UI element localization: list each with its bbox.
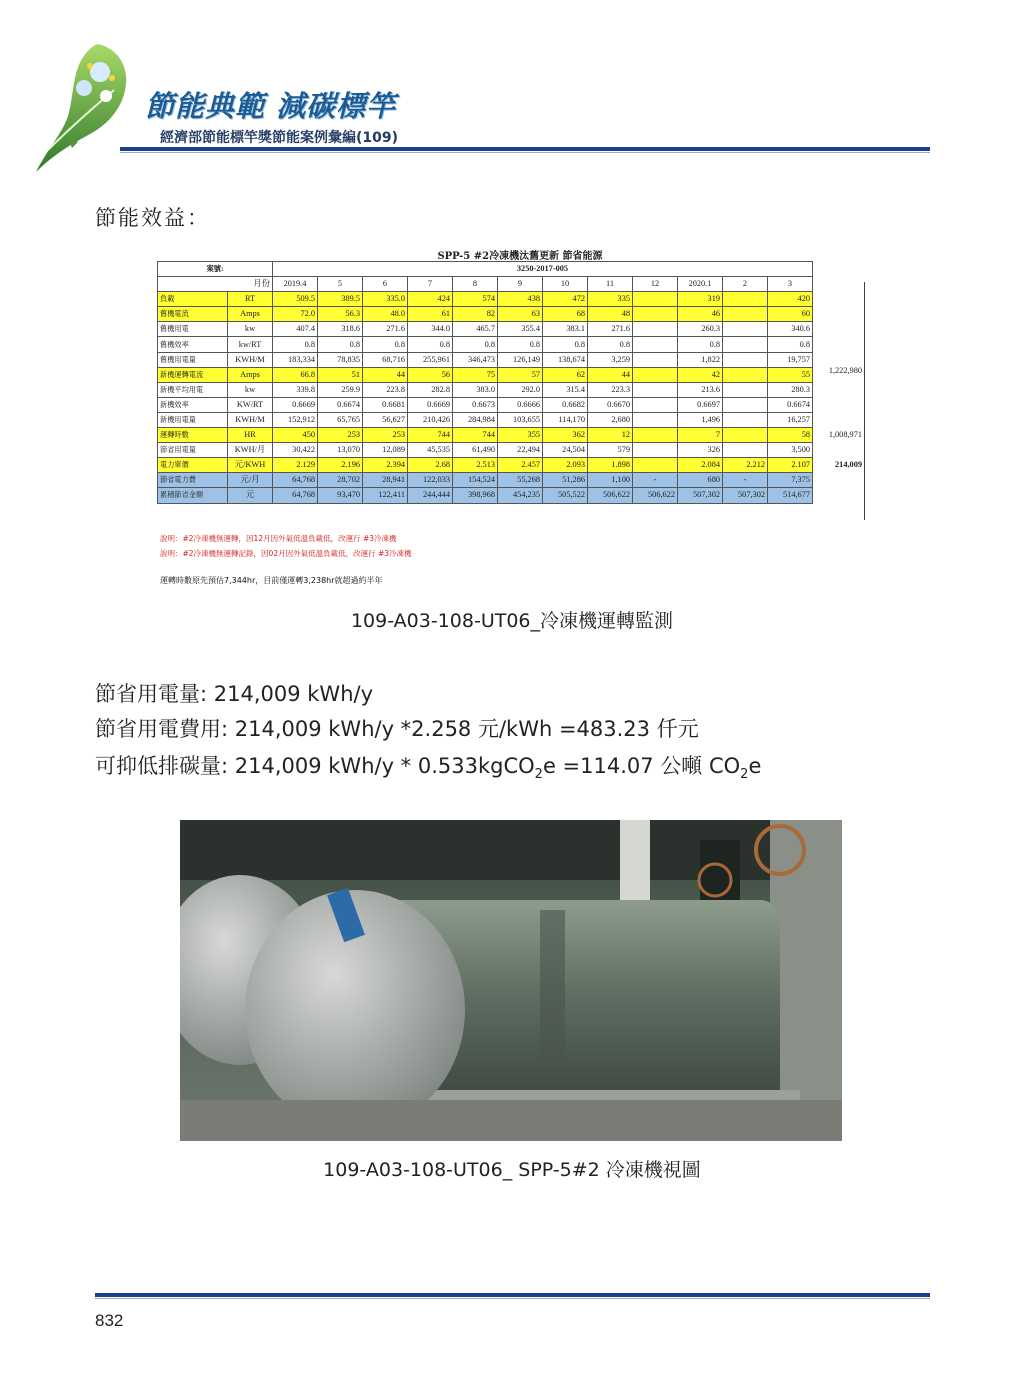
table-cell: 22,494 — [498, 443, 543, 458]
row-label: 舊機效率 — [158, 337, 228, 352]
row-label: 新機平均用電 — [158, 382, 228, 397]
table-cell: 55,268 — [498, 473, 543, 488]
table-cell — [633, 292, 678, 307]
row-unit: KW/RT — [228, 397, 273, 412]
table-cell: 744 — [408, 428, 453, 443]
table-cell: 319 — [678, 292, 723, 307]
row-unit: Amps — [228, 307, 273, 322]
table-cell: 326 — [678, 443, 723, 458]
table-cell: 0.6673 — [453, 397, 498, 412]
row-label: 負載 — [158, 292, 228, 307]
table-cell: 2.457 — [498, 458, 543, 473]
table-cell: 284,984 — [453, 412, 498, 427]
table-cell: 0.8 — [318, 337, 363, 352]
table-cell: 505,522 — [543, 488, 588, 503]
savings-line: 節省用電費用: 214,009 kWh/y *2.258 元/kWh =483.23 仟元 — [95, 717, 699, 741]
table-cell: 465.7 — [453, 322, 498, 337]
row-unit: RT — [228, 292, 273, 307]
table-cell: 2.212 — [723, 458, 768, 473]
month-header: 11 — [588, 277, 633, 292]
table-cell: 51 — [318, 367, 363, 382]
header-rule — [120, 147, 930, 151]
row-label: 新機用電量 — [158, 412, 228, 427]
table-cell: 51,286 — [543, 473, 588, 488]
table-row — [158, 428, 813, 443]
table-cell: 7 — [678, 428, 723, 443]
table-cell: 12 — [588, 428, 633, 443]
table-row — [158, 458, 813, 473]
table-cell: 0.6666 — [498, 397, 543, 412]
table-cell: 271.6 — [363, 322, 408, 337]
header-rule-thin — [120, 152, 930, 153]
table-cell: 13,070 — [318, 443, 363, 458]
table-cell: 280.3 — [768, 382, 813, 397]
table-cell: 3,259 — [588, 352, 633, 367]
table-cell: 407.4 — [273, 322, 318, 337]
subscript: 2 — [534, 767, 543, 783]
month-header: 8 — [453, 277, 498, 292]
table-cell: 61 — [408, 307, 453, 322]
table-row — [158, 382, 813, 397]
table-cell: 260.3 — [678, 322, 723, 337]
table-cell: 514,677 — [768, 488, 813, 503]
table-cell: 420 — [768, 292, 813, 307]
table-cell: 223.8 — [363, 382, 408, 397]
table-cell: - — [633, 473, 678, 488]
table-cell: 1,496 — [678, 412, 723, 427]
table-cell: 56.3 — [318, 307, 363, 322]
table-cell: 335 — [588, 292, 633, 307]
table-row — [158, 352, 813, 367]
section-heading: 節能效益： — [95, 206, 210, 230]
table-cell: 152,912 — [273, 412, 318, 427]
table-cell: 58 — [768, 428, 813, 443]
month-header: 10 — [543, 277, 588, 292]
table-cell: 744 — [453, 428, 498, 443]
table-cell: 122,033 — [408, 473, 453, 488]
table-cell — [723, 397, 768, 412]
carbon-text: 可抑低排碳量: 214,009 kWh/y * 0.533kgCO — [95, 754, 535, 778]
table-cell: 0.8 — [543, 337, 588, 352]
table-cell: 126,149 — [498, 352, 543, 367]
table-cell — [723, 292, 768, 307]
table-cell: 210,426 — [408, 412, 453, 427]
table-cell: 46 — [678, 307, 723, 322]
carbon-text: e =114.07 公噸 CO — [542, 754, 741, 778]
row-unit: Amps — [228, 367, 273, 382]
month-header: 3 — [768, 277, 813, 292]
table-row — [158, 412, 813, 427]
savings-line: 節省用電量: 214,009 kWh/y — [95, 682, 374, 706]
table-row — [158, 473, 813, 488]
table-cell: 398,968 — [453, 488, 498, 503]
table-cell: 292.0 — [498, 382, 543, 397]
table-cell: 1.898 — [588, 458, 633, 473]
table-cell — [723, 412, 768, 427]
table-cell: 24,504 — [543, 443, 588, 458]
table-cell: 355.4 — [498, 322, 543, 337]
table-cell — [633, 352, 678, 367]
table-cell: 44 — [588, 367, 633, 382]
table-cell: 213.6 — [678, 382, 723, 397]
row-label: 舊機用電 — [158, 322, 228, 337]
table-cell: 424 — [408, 292, 453, 307]
table-cell: 2,680 — [588, 412, 633, 427]
row-unit: kw — [228, 322, 273, 337]
table-row — [158, 367, 813, 382]
month-header: 6 — [363, 277, 408, 292]
table-cell: 62 — [543, 367, 588, 382]
table-cell: 244,444 — [408, 488, 453, 503]
table-cell: 2.394 — [363, 458, 408, 473]
table-cell: 315.4 — [543, 382, 588, 397]
row-label: 節省電力費 — [158, 473, 228, 488]
table-cell: 335.0 — [363, 292, 408, 307]
table-cell: 362 — [543, 428, 588, 443]
table-cell: 506,622 — [633, 488, 678, 503]
table-row — [158, 443, 813, 458]
table-cell: 65,765 — [318, 412, 363, 427]
table-cell: 0.6681 — [363, 397, 408, 412]
table-cell — [633, 337, 678, 352]
table-cell — [633, 428, 678, 443]
table-cell: 30,422 — [273, 443, 318, 458]
table-cell — [723, 443, 768, 458]
month-header: 5 — [318, 277, 363, 292]
row-unit: 元 — [228, 488, 273, 503]
table-header-row — [158, 277, 813, 292]
table-cell — [633, 367, 678, 382]
header-title: 節能典範 減碳標竿 — [145, 89, 397, 123]
table-cell: 340.6 — [768, 322, 813, 337]
side-divider — [864, 282, 865, 520]
table-cell: 259.9 — [318, 382, 363, 397]
table-cell: 60 — [768, 307, 813, 322]
table-row — [158, 292, 813, 307]
table-cell — [723, 352, 768, 367]
table-cell: 154,524 — [453, 473, 498, 488]
table-cell — [633, 397, 678, 412]
table-note: 說明：#2冷凍機無運轉記錄，因02月因外氣低溫負載低，改運行 #3冷凍機 — [160, 549, 412, 558]
table-cell: 579 — [588, 443, 633, 458]
row-unit: 元/月 — [228, 473, 273, 488]
table-cell: 42 — [678, 367, 723, 382]
row-label: 節省用電量 — [158, 443, 228, 458]
table-cell: 0.8 — [588, 337, 633, 352]
month-header: 2020.1 — [678, 277, 723, 292]
month-header: 9 — [498, 277, 543, 292]
table-cell: 7,375 — [768, 473, 813, 488]
sheet-title: SPP-5 #2冷凍機汰舊更新 節省能源 — [437, 251, 603, 262]
table-cell: 114,170 — [543, 412, 588, 427]
table-cell: 44 — [363, 367, 408, 382]
table-cell: 103,655 — [498, 412, 543, 427]
table-cell: 454,235 — [498, 488, 543, 503]
chiller-photo — [180, 820, 842, 1141]
table-cell: 383.1 — [543, 322, 588, 337]
table-cell: 255,961 — [408, 352, 453, 367]
table-cell: 680 — [678, 473, 723, 488]
table-cell: 506,622 — [588, 488, 633, 503]
table-cell — [723, 428, 768, 443]
side-total: 214,009 — [835, 460, 862, 469]
subscript: 2 — [740, 767, 749, 783]
table-cell: 48.0 — [363, 307, 408, 322]
table-cell: 45,535 — [408, 443, 453, 458]
row-label: 舊機用電量 — [158, 352, 228, 367]
row-unit: 元/KWH — [228, 458, 273, 473]
table-cell: 19,757 — [768, 352, 813, 367]
table-cell: 48 — [588, 307, 633, 322]
table-cell: 0.8 — [498, 337, 543, 352]
table-cell: 271.6 — [588, 322, 633, 337]
table-cell: 0.6697 — [678, 397, 723, 412]
row-unit: KWH/M — [228, 412, 273, 427]
row-unit: KWH/月 — [228, 443, 273, 458]
table-cell: 0.6682 — [543, 397, 588, 412]
table-cell: 122,411 — [363, 488, 408, 503]
table-cell: 68 — [543, 307, 588, 322]
table-cell — [633, 458, 678, 473]
id-value: 3250-2017-005 — [273, 262, 813, 277]
month-header: 2019.4 — [273, 277, 318, 292]
table-cell: 12,089 — [363, 443, 408, 458]
table-note: 運轉時數原先預估7,344hr，目前僅運轉3,238hr就超過約半年 — [160, 576, 383, 585]
row-label: 新機運轉電流 — [158, 367, 228, 382]
table-cell: 2.513 — [453, 458, 498, 473]
table-cell: 56 — [408, 367, 453, 382]
month-header: 2 — [723, 277, 768, 292]
table-cell: 355 — [498, 428, 543, 443]
table-cell: 509.5 — [273, 292, 318, 307]
table-cell: 75 — [453, 367, 498, 382]
table-cell: 2.084 — [678, 458, 723, 473]
row-label: 累積節省金額 — [158, 488, 228, 503]
row-unit: kw/RT — [228, 337, 273, 352]
footer-rule-thin — [95, 1298, 930, 1299]
table-cell: 282.8 — [408, 382, 453, 397]
table-row — [158, 307, 813, 322]
table-cell — [723, 367, 768, 382]
id-label: 案號: — [158, 262, 273, 277]
table-cell — [633, 412, 678, 427]
row-label: 運轉時數 — [158, 428, 228, 443]
table-cell: 0.6669 — [408, 397, 453, 412]
figure-caption: 109-A03-108-UT06_ SPP-5#2 冷凍機視圖 — [323, 1159, 701, 1181]
table-cell: 253 — [363, 428, 408, 443]
table-cell: 389.5 — [318, 292, 363, 307]
table-cell: 2.107 — [768, 458, 813, 473]
month-label: 月份 — [158, 277, 273, 292]
savings-table — [157, 261, 813, 504]
table-cell — [723, 382, 768, 397]
table-cell — [723, 307, 768, 322]
table-cell: 55 — [768, 367, 813, 382]
header-subtitle: 經濟部節能標竿獎節能案例彙編(109) — [160, 130, 399, 146]
table-cell: 16,257 — [768, 412, 813, 427]
table-cell: 0.8 — [408, 337, 453, 352]
table-cell: 318.6 — [318, 322, 363, 337]
month-header: 7 — [408, 277, 453, 292]
table-cell: 223.3 — [588, 382, 633, 397]
row-unit: HR — [228, 428, 273, 443]
row-label: 舊機電流 — [158, 307, 228, 322]
table-cell — [633, 382, 678, 397]
table-cell: 507,302 — [723, 488, 768, 503]
table-cell: 82 — [453, 307, 498, 322]
table-row — [158, 488, 813, 503]
table-cell: 64,768 — [273, 488, 318, 503]
table-cell: 28,702 — [318, 473, 363, 488]
table-cell — [633, 322, 678, 337]
table-cell: 0.6674 — [768, 397, 813, 412]
table-cell: 2.68 — [408, 458, 453, 473]
table-cell: - — [723, 473, 768, 488]
carbon-text: e — [748, 754, 762, 778]
table-cell: 0.8 — [363, 337, 408, 352]
table-cell: 574 — [453, 292, 498, 307]
table-cell: 57 — [498, 367, 543, 382]
table-id-row — [158, 262, 813, 277]
table-cell: 28,941 — [363, 473, 408, 488]
table-cell: 183,334 — [273, 352, 318, 367]
table-cell — [633, 443, 678, 458]
table-cell: 61,490 — [453, 443, 498, 458]
table-cell: 0.8 — [678, 337, 723, 352]
table-cell: 0.6670 — [588, 397, 633, 412]
table-cell — [633, 307, 678, 322]
table-cell: 472 — [543, 292, 588, 307]
month-header: 12 — [633, 277, 678, 292]
table-cell: 64,768 — [273, 473, 318, 488]
table-cell: 507,302 — [678, 488, 723, 503]
table-cell — [723, 337, 768, 352]
table-cell: 56,627 — [363, 412, 408, 427]
table-row — [158, 322, 813, 337]
table-cell: 346,473 — [453, 352, 498, 367]
carbon-line — [95, 750, 761, 782]
table-cell: 253 — [318, 428, 363, 443]
table-cell: 2.129 — [273, 458, 318, 473]
row-unit: kw — [228, 382, 273, 397]
table-row — [158, 337, 813, 352]
table-cell: 2.196 — [318, 458, 363, 473]
table-cell: 438 — [498, 292, 543, 307]
table-cell: 450 — [273, 428, 318, 443]
table-cell: 72.0 — [273, 307, 318, 322]
table-cell: 138,674 — [543, 352, 588, 367]
table-cell — [723, 322, 768, 337]
table-cell: 3,500 — [768, 443, 813, 458]
table-cell: 2.093 — [543, 458, 588, 473]
row-label: 電力單價 — [158, 458, 228, 473]
table-cell: 0.8 — [768, 337, 813, 352]
page-number: 832 — [95, 1311, 124, 1330]
table-cell: 339.8 — [273, 382, 318, 397]
figure-caption: 109-A03-108-UT06_冷凍機運轉監測 — [350, 610, 674, 632]
table-cell: 63 — [498, 307, 543, 322]
table-cell: 68,716 — [363, 352, 408, 367]
table-cell: 66.8 — [273, 367, 318, 382]
table-row — [158, 397, 813, 412]
table-cell: 0.8 — [273, 337, 318, 352]
footer-rule — [95, 1293, 930, 1297]
table-cell: 0.6674 — [318, 397, 363, 412]
side-total: 1,008,971 — [828, 430, 862, 439]
table-cell: 1,822 — [678, 352, 723, 367]
table-cell: 78,835 — [318, 352, 363, 367]
row-unit: KWH/M — [228, 352, 273, 367]
table-cell: 0.8 — [453, 337, 498, 352]
table-cell: 1,100 — [588, 473, 633, 488]
table-cell: 383.0 — [453, 382, 498, 397]
side-total: 1,222,980 — [828, 366, 862, 375]
table-cell: 0.6669 — [273, 397, 318, 412]
row-label: 新機效率 — [158, 397, 228, 412]
table-cell: 344.0 — [408, 322, 453, 337]
table-note: 說明：#2冷凍機無運轉，因12月因外氣低溫負載低，改運行 #3冷凍機 — [160, 534, 397, 543]
table-cell: 93,470 — [318, 488, 363, 503]
